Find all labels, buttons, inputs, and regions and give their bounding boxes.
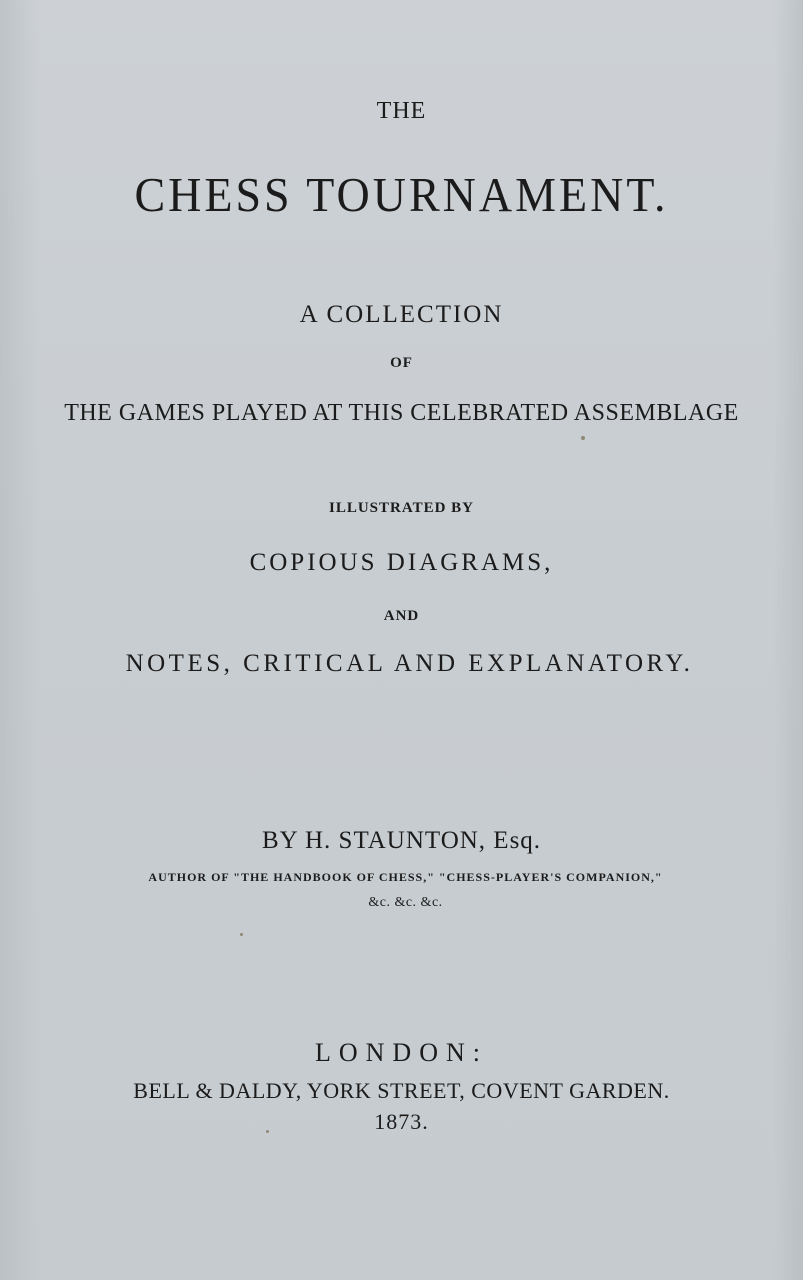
author-credits: AUTHOR OF "THE HANDBOOK OF CHESS," "CHESS-PLAYER'S COMPANION," — [148, 870, 663, 884]
author-credits-etc: &c. &c. &c. — [368, 895, 443, 910]
subtitle-diagrams: COPIOUS DIAGRAMS, — [249, 549, 554, 576]
subtitle-of: OF — [390, 355, 413, 371]
title-article: THE — [376, 98, 427, 124]
subtitle-collection: A COLLECTION — [299, 301, 504, 328]
subtitle-games: THE GAMES PLAYED AT THIS CELEBRATED ASSEMBLAGE — [64, 400, 739, 426]
imprint-publisher: BELL & DALDY, YORK STREET, COVENT GARDEN. — [133, 1078, 670, 1103]
imprint-place: LONDON: — [315, 1038, 488, 1067]
book-title: CHESS TOURNAMENT. — [134, 167, 669, 222]
subtitle-notes: NOTES, CRITICAL AND EXPLANATORY. — [125, 650, 694, 677]
paper-speck — [266, 1130, 269, 1133]
subtitle-and: AND — [383, 608, 420, 624]
paper-speck — [581, 436, 585, 440]
illustrated-by: ILLUSTRATED BY — [328, 500, 474, 516]
paper-speck — [240, 933, 243, 936]
author-line: BY H. STAUNTON, Esq. — [261, 827, 542, 854]
imprint-year: 1873. — [374, 1109, 429, 1134]
